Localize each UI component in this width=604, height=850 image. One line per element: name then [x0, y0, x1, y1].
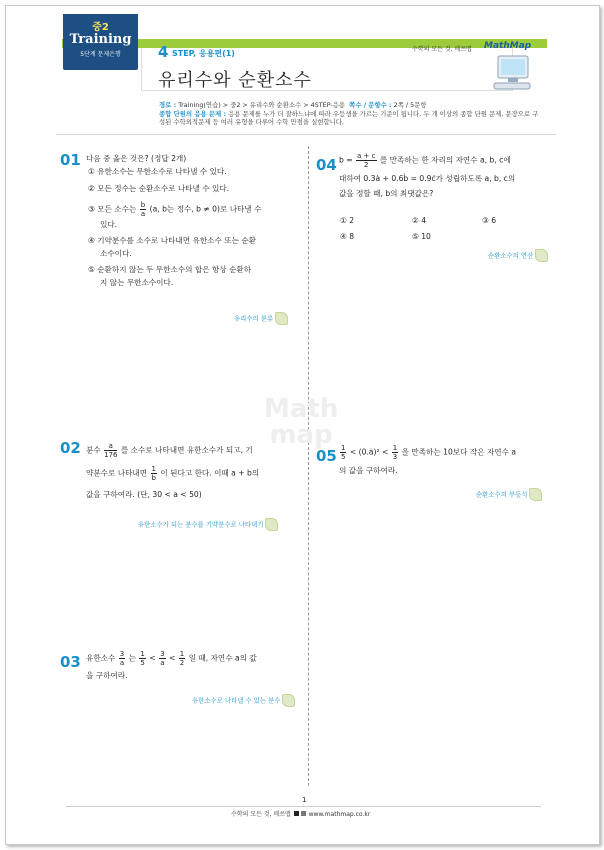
q1-fraction	[140, 201, 146, 218]
q5-tag-text: 순환소수의 부등식	[476, 490, 528, 499]
q5-line-2: 의 값을 구하여라.	[339, 466, 398, 475]
q5-tag	[476, 488, 542, 501]
count-key: 쪽수 / 문항수 :	[349, 101, 392, 109]
q2-number: 02	[60, 439, 81, 457]
q3-line-2: 을 구하여라.	[86, 671, 128, 680]
footer	[231, 809, 370, 818]
q3-f1-den: a	[119, 659, 125, 667]
path-line	[159, 100, 427, 109]
square-icon	[294, 811, 299, 816]
q3-fraction-2	[139, 650, 145, 667]
q1-option-3b: (a, b는 정수, b ≠ 0)로 나타낼 수	[149, 204, 262, 214]
badge-subtitle: 5단계 문제은행	[80, 51, 121, 58]
q4-line-1	[339, 152, 554, 169]
q1-option-3a: ③ 모든 소수는	[88, 204, 137, 214]
q3-l1c: 일 때, 자연수 a의 값	[188, 653, 257, 663]
page-title: 유리수와 순환소수	[158, 70, 312, 91]
page-number: 1	[302, 796, 307, 804]
computer-icon	[486, 54, 536, 92]
q3-body	[86, 650, 301, 683]
q3-f4-num: 1	[179, 650, 185, 658]
q1-option-3	[88, 201, 301, 218]
q3-f2-den: 5	[140, 659, 145, 667]
footer-url[interactable]: www.mathmap.co.kr	[308, 811, 371, 818]
q5-f1-num: 1	[341, 444, 346, 452]
leaf-icon	[265, 518, 278, 531]
q2-l2a: 약분수로 나타내면	[86, 468, 148, 478]
q2-l1a: 분수	[86, 445, 101, 455]
grade-badge	[63, 14, 138, 70]
column-divider	[308, 146, 309, 786]
q5-mid: < (0.ȧ)² <	[349, 447, 389, 457]
q5-fraction-1	[340, 444, 346, 461]
q5-line-1	[339, 444, 554, 461]
q3-f1-num: 3	[119, 650, 125, 658]
leaf-icon	[535, 249, 548, 262]
q1-option-5a: ⑤ 순환하지 않는 두 무한소수의 합은 항상 순환하	[88, 265, 252, 274]
q3-fraction-1	[119, 650, 125, 667]
route-key: 경로 :	[159, 101, 177, 109]
q4-tag	[488, 249, 548, 262]
q3-line-1	[86, 650, 301, 667]
q1-option-4a: ④ 기약분수를 소수로 나타내면 유한소수 또는 순환	[88, 236, 256, 245]
q5-body	[339, 444, 554, 478]
q1-tag	[234, 312, 288, 325]
watermark-line-2: map	[269, 420, 333, 450]
q3-f4-den: 2	[179, 659, 185, 667]
desc-value: 응용 문제를 누가 더 잘하느냐에 따라 우등생을 가르는 기준이 됩니다. 두 개 이상의 종합 단원 문제, 문장으로 구성된 수학외적문제 등 여러 유형을 다루어 수학 만점을 실현합니다.	[159, 110, 539, 126]
header-slogan: 수학의 모든 것, 매쓰맵	[412, 46, 472, 53]
q4-option-1: ① 2	[340, 216, 355, 225]
q1-option-5b: 지 않는 무한소수이다.	[100, 278, 174, 287]
q4-option-3: ③ 6	[482, 216, 497, 225]
q2-f1-num: a	[104, 442, 117, 451]
q5-f2-den: 3	[392, 453, 398, 461]
q1-option-3c: 있다.	[100, 220, 118, 229]
q3-lt-1: <	[149, 653, 156, 663]
q1-frac-den: a	[140, 210, 146, 218]
q2-line-3: 값을 구하여라. (단, 30 < a < 50)	[86, 490, 202, 499]
q4-tag-text: 순환소수의 연산	[488, 251, 534, 260]
q1-frac-num: b	[140, 201, 146, 209]
q3-l1b: 는	[128, 653, 136, 663]
route-value: Training(연습) > 중2 > 유리수와 순환소수 > 4STEP-응용	[178, 101, 346, 109]
q3-lt-2: <	[169, 653, 176, 663]
q2-fraction-2	[151, 465, 157, 482]
q3-tag-text: 유한소수로 나타낼 수 있는 분수	[192, 696, 281, 705]
q4-option-5: ⑤ 10	[412, 232, 431, 241]
q1-body	[86, 152, 301, 289]
q3-fraction-4	[179, 650, 185, 667]
q4-fraction	[356, 152, 376, 169]
q5-fraction-2	[392, 444, 398, 461]
q4-l1b: 를 만족하는 한 자리의 자연수 a, b, c에	[379, 155, 511, 165]
q1-option-4b: 소수이다.	[100, 249, 132, 258]
square-icon	[301, 811, 306, 816]
q5-number: 05	[316, 447, 337, 465]
q3-tag	[192, 694, 295, 707]
q2-line-2	[86, 465, 301, 482]
mathmap-logo: MathMap	[484, 41, 532, 51]
q2-tag	[138, 518, 278, 531]
q3-l1a: 유한소수	[86, 653, 116, 663]
q2-l1b: 를 소수로 나타내면 유한소수가 되고, 기	[120, 445, 253, 455]
q5-l1b: 을 만족하는 10보다 작은 자연수 a	[401, 447, 517, 457]
q1-stem: 다음 중 옳은 것은? (정답 2개)	[86, 154, 187, 163]
q2-fraction-1	[104, 442, 117, 459]
q3-f2-num: 1	[140, 650, 145, 658]
q4-f-den: 2	[364, 161, 369, 169]
q1-tag-text: 유리수의 분류	[234, 314, 274, 323]
q4-l1a: b =	[339, 155, 353, 165]
q4-f-num: a + c	[357, 152, 376, 160]
leaf-icon	[529, 488, 542, 501]
leaf-icon	[275, 312, 288, 325]
q4-option-2: ② 4	[412, 216, 427, 225]
step-number: 4	[158, 43, 169, 61]
count-value: 2쪽 / 5문항	[393, 101, 427, 109]
q5-f1-den: 5	[341, 453, 346, 461]
q1-number: 01	[60, 151, 81, 169]
q5-f2-num: 1	[392, 444, 398, 452]
q2-tag-text: 유한소수가 되는 분수를 기약분수로 나타내기	[138, 520, 264, 529]
q2-f2-num: 1	[151, 465, 156, 473]
q1-option-1: ① 유한소수는 무한소수로 나타낼 수 있다.	[88, 167, 227, 176]
q2-f2-den: b	[151, 474, 156, 482]
watermark	[264, 396, 338, 448]
q4-option-4: ④ 8	[340, 232, 355, 241]
training-label: Training	[69, 32, 132, 47]
q2-l2b: 이 된다고 한다. 이때 a + b의	[160, 468, 260, 478]
desc-key: 종합 단원의 응용 문제 :	[159, 110, 227, 118]
description-line	[159, 110, 539, 126]
footer-text: 수학의 모든 것, 매쓰맵	[231, 811, 291, 818]
worksheet-page	[5, 5, 600, 845]
q4-number: 04	[316, 156, 337, 174]
q2-f1-den: 176	[104, 451, 118, 459]
q4-line-2: 대하여 0.3ȧ + 0.6ḃ = 0.9ċ가 성립하도록 a, b, c의	[339, 174, 516, 183]
q1-option-2: ② 모든 정수는 순환소수로 나타낼 수 있다.	[88, 184, 230, 193]
q2-body	[86, 442, 301, 502]
q3-f3-num: 3	[160, 650, 165, 658]
q3-number: 03	[60, 653, 81, 671]
q3-f3-den: a	[160, 659, 165, 667]
q4-line-3: 값을 정할 때, b의 최댓값은?	[339, 189, 434, 198]
q4-body	[339, 152, 554, 201]
grade-label: 중2	[92, 22, 109, 33]
leaf-icon	[282, 694, 295, 707]
q3-fraction-3	[159, 650, 165, 667]
step-label: STEP, 응용편(1)	[172, 49, 235, 58]
header-divider	[56, 134, 556, 135]
watermark-line-1: Math	[264, 394, 339, 424]
footer-divider	[66, 806, 541, 807]
